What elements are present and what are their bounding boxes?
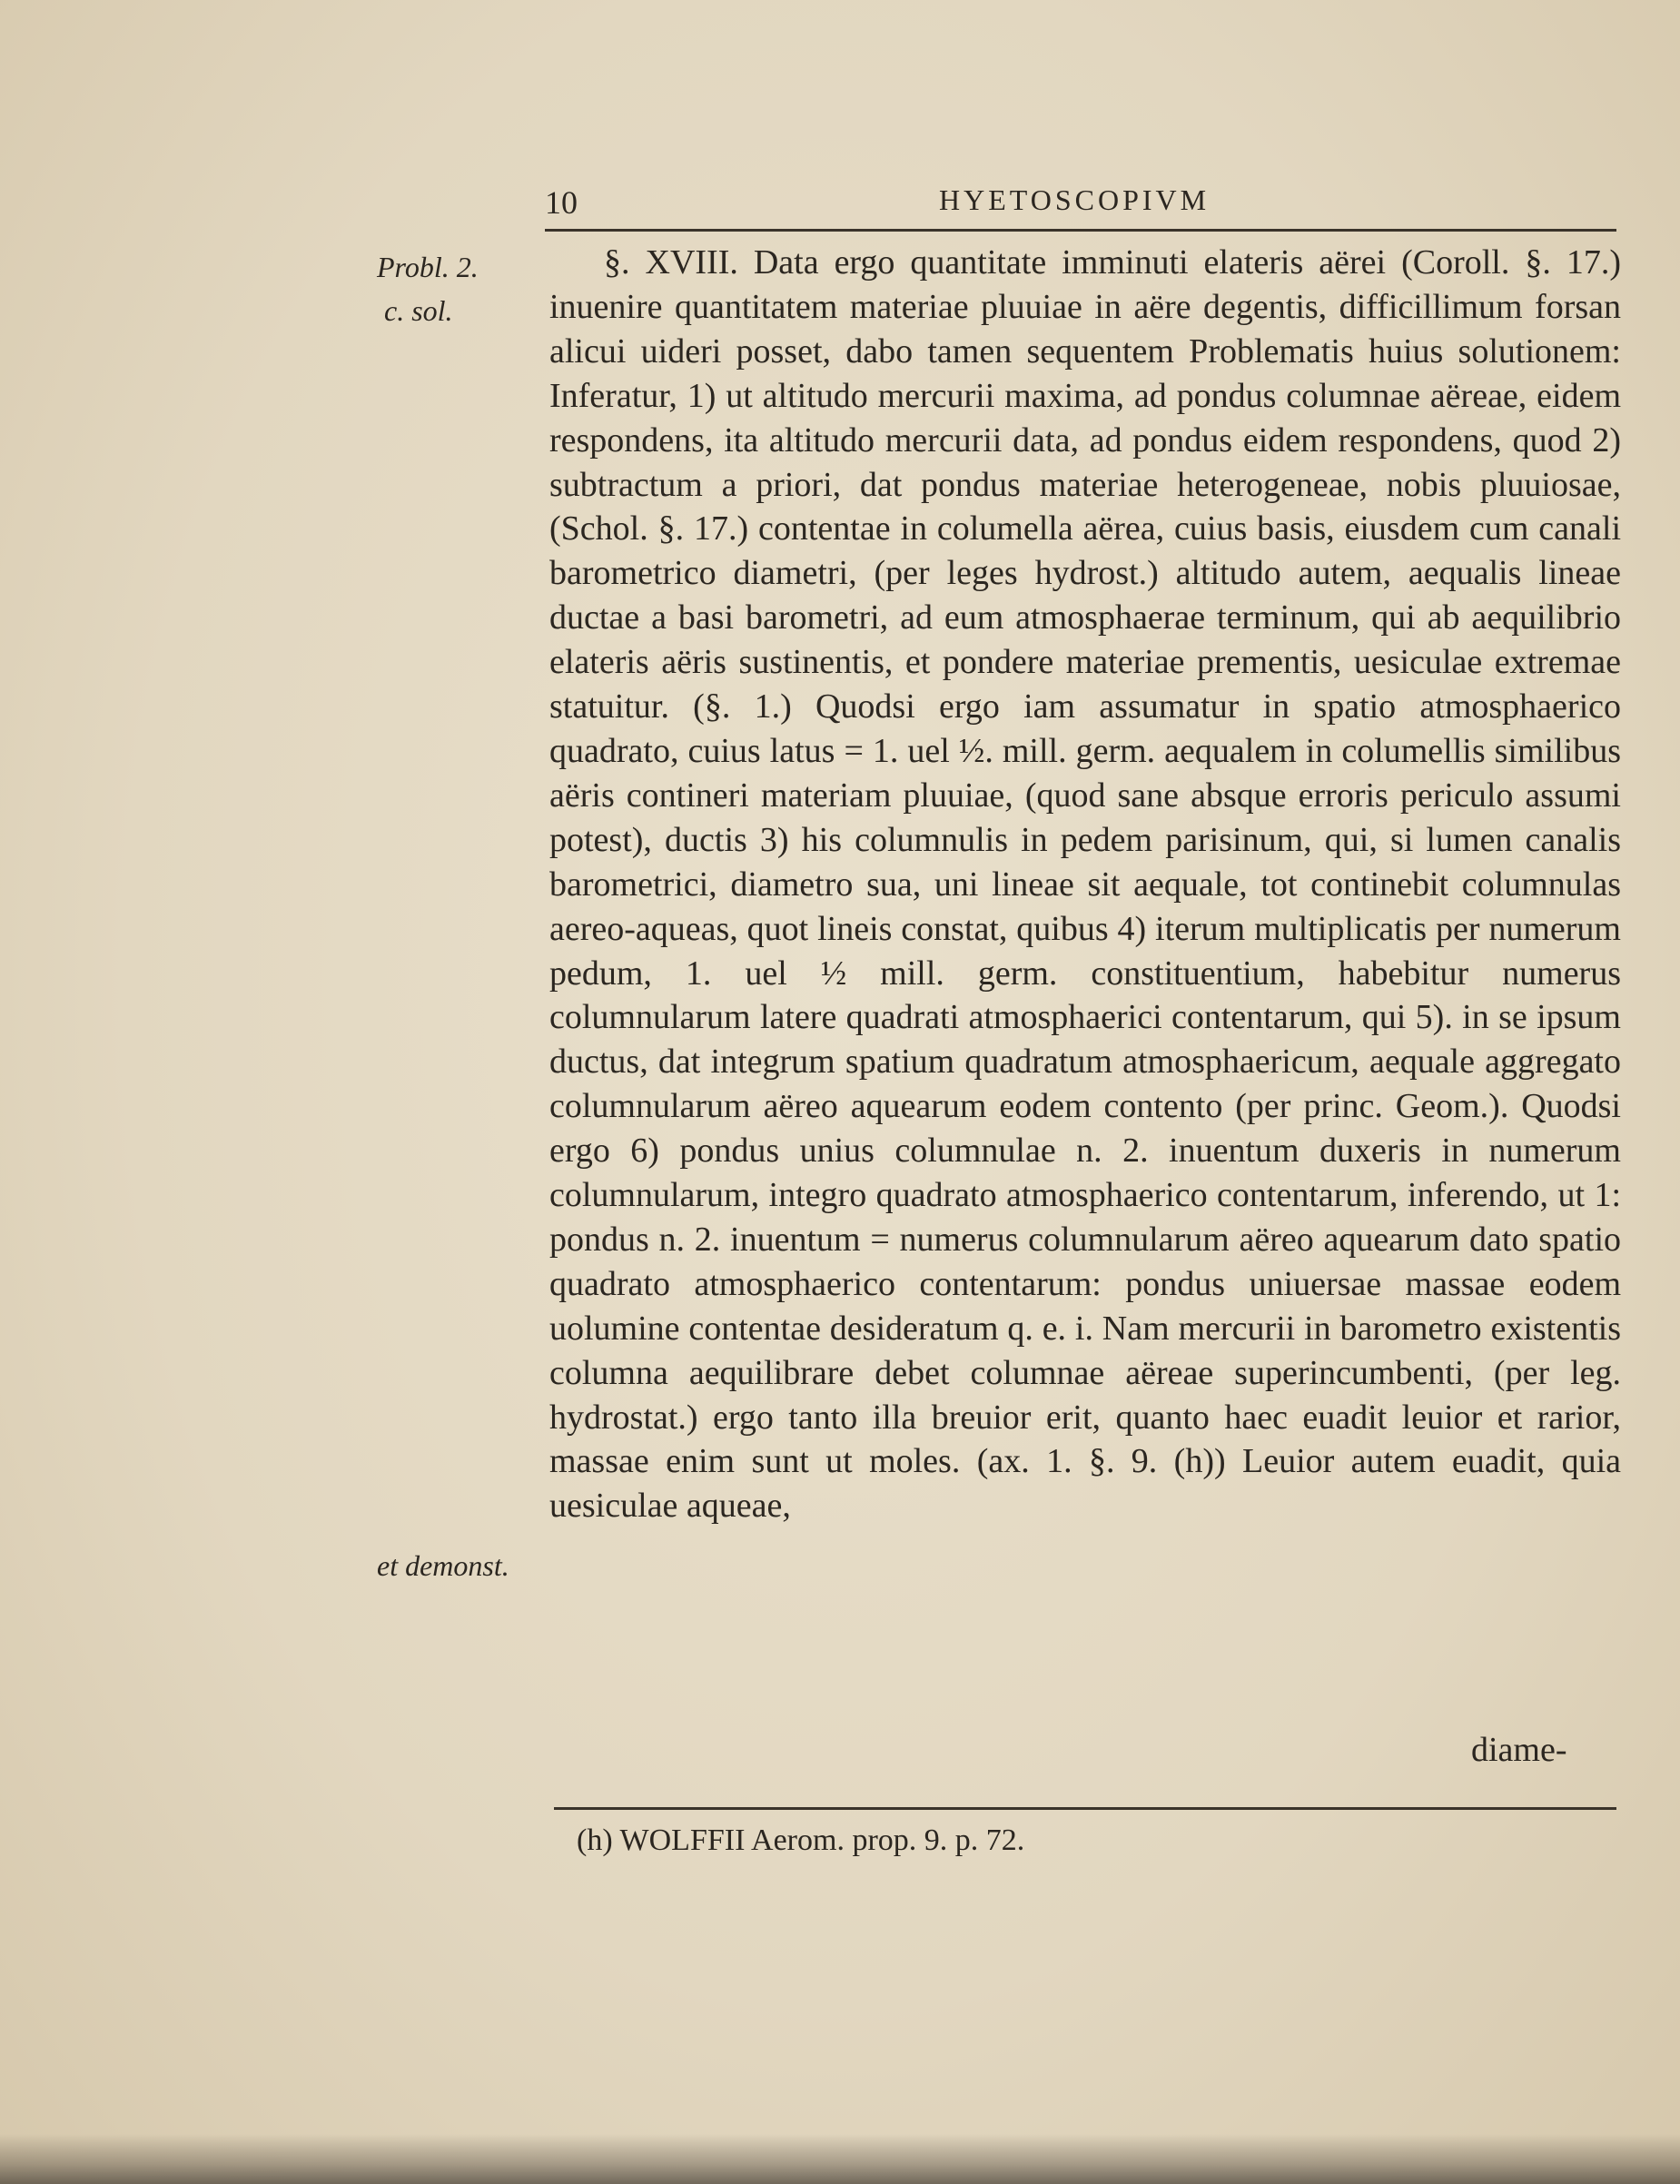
page-header: [545, 182, 1616, 227]
catchword: diame-: [1471, 1731, 1567, 1769]
margin-note-solution: c. sol.: [384, 294, 453, 327]
main-text: [549, 241, 1621, 1528]
page-number: 10: [545, 184, 578, 221]
page-edge-shadow: [0, 2134, 1680, 2184]
footnote-rule: [554, 1807, 1616, 1810]
margin-notes: [377, 245, 540, 1582]
margin-note-problem: Probl. 2.: [377, 251, 479, 283]
running-title: HYETOSCOPIVM: [939, 183, 1211, 216]
header-rule: [545, 229, 1616, 232]
paragraph: §. XVIII. Data ergo quantitate imminuti elateris aërei (Coroll. §. 17.) inuenire quantitatem materiae pluuiae in aëre degentis, difficillimum forsan alicui uideri posset, dabo tamen sequentem Problematis huius solutionem: Inferatur, 1) ut altitudo mercurii maxima, ad pondus columnae aëreae, eidem respondens, ita altitudo mercurii data, ad pondus eidem respondens, quod 2) subtractum a priori, dat pondus materiae heterogeneae, nobis pluuiosae, (Schol. §. 17.) contentae in columella aërea, cuius basis, eiusdem cum canali barometrico diametri, (per leges hydrost.) altitudo autem, aequalis lineae ductae a basi barometri, ad eum atmosphaerae terminum, qui ab aequilibrio elateris aëris sustinentis, et pondere materiae prementis, uesiculae extremae statuitur. (§. 1.) Quodsi ergo iam assumatur in spatio atmosphaerico quadrato, cuius latus = 1. uel ½. mill. germ. aequalem in columellis similibus aëris contineri materiam pluuiae, (quod sane absque erroris periculo assumi potest), ductis 3) his columnulis in pedem parisinum, qui, si lumen canalis barometrici, diametro sua, uni lineae sit aequale, tot continebit columnulas aereo-aqueas, quot lineis constat, quibus 4) iterum multiplicatis per numerum pedum, 1. uel ½ mill. germ. constituentium, habebitur numerus columnularum latere quadrati atmosphaerici contentarum, qui 5). in se ipsum ductus, dat integrum spatium quadratum atmosphaericum, aequale aggregato columnularum aëreo aquearum eodem contento (per princ. Geom.). Quodsi ergo 6) pondus unius columnulae n. 2. inuentum duxeris in numerum columnularum, integro quadrato atmosphaerico contentarum, inferendo, ut 1: pondus n. 2. inuentum = numerus columnularum aëreo aquearum dato spatio quadrato atmosphaerico contentarum: pondus uniuersae massae eodem uolumine contentae desideratum q. e. i. Nam mercurii in barometro existentis columna aequilibrare debet columnae aëreae superincumbenti, (per leg. hydrostat.) ergo tanto illa breuior erit, quanto haec euadit leuior et rarior, massae enim sunt ut moles. (ax. 1. §. 9. (h)) Leuior autem euadit, quia uesiculae aqueae,: [549, 243, 1621, 1526]
margin-note-demonstration: et demonst.: [377, 1549, 509, 1582]
footnote: (h) WOLFFII Aerom. prop. 9. p. 72.: [577, 1823, 1025, 1857]
